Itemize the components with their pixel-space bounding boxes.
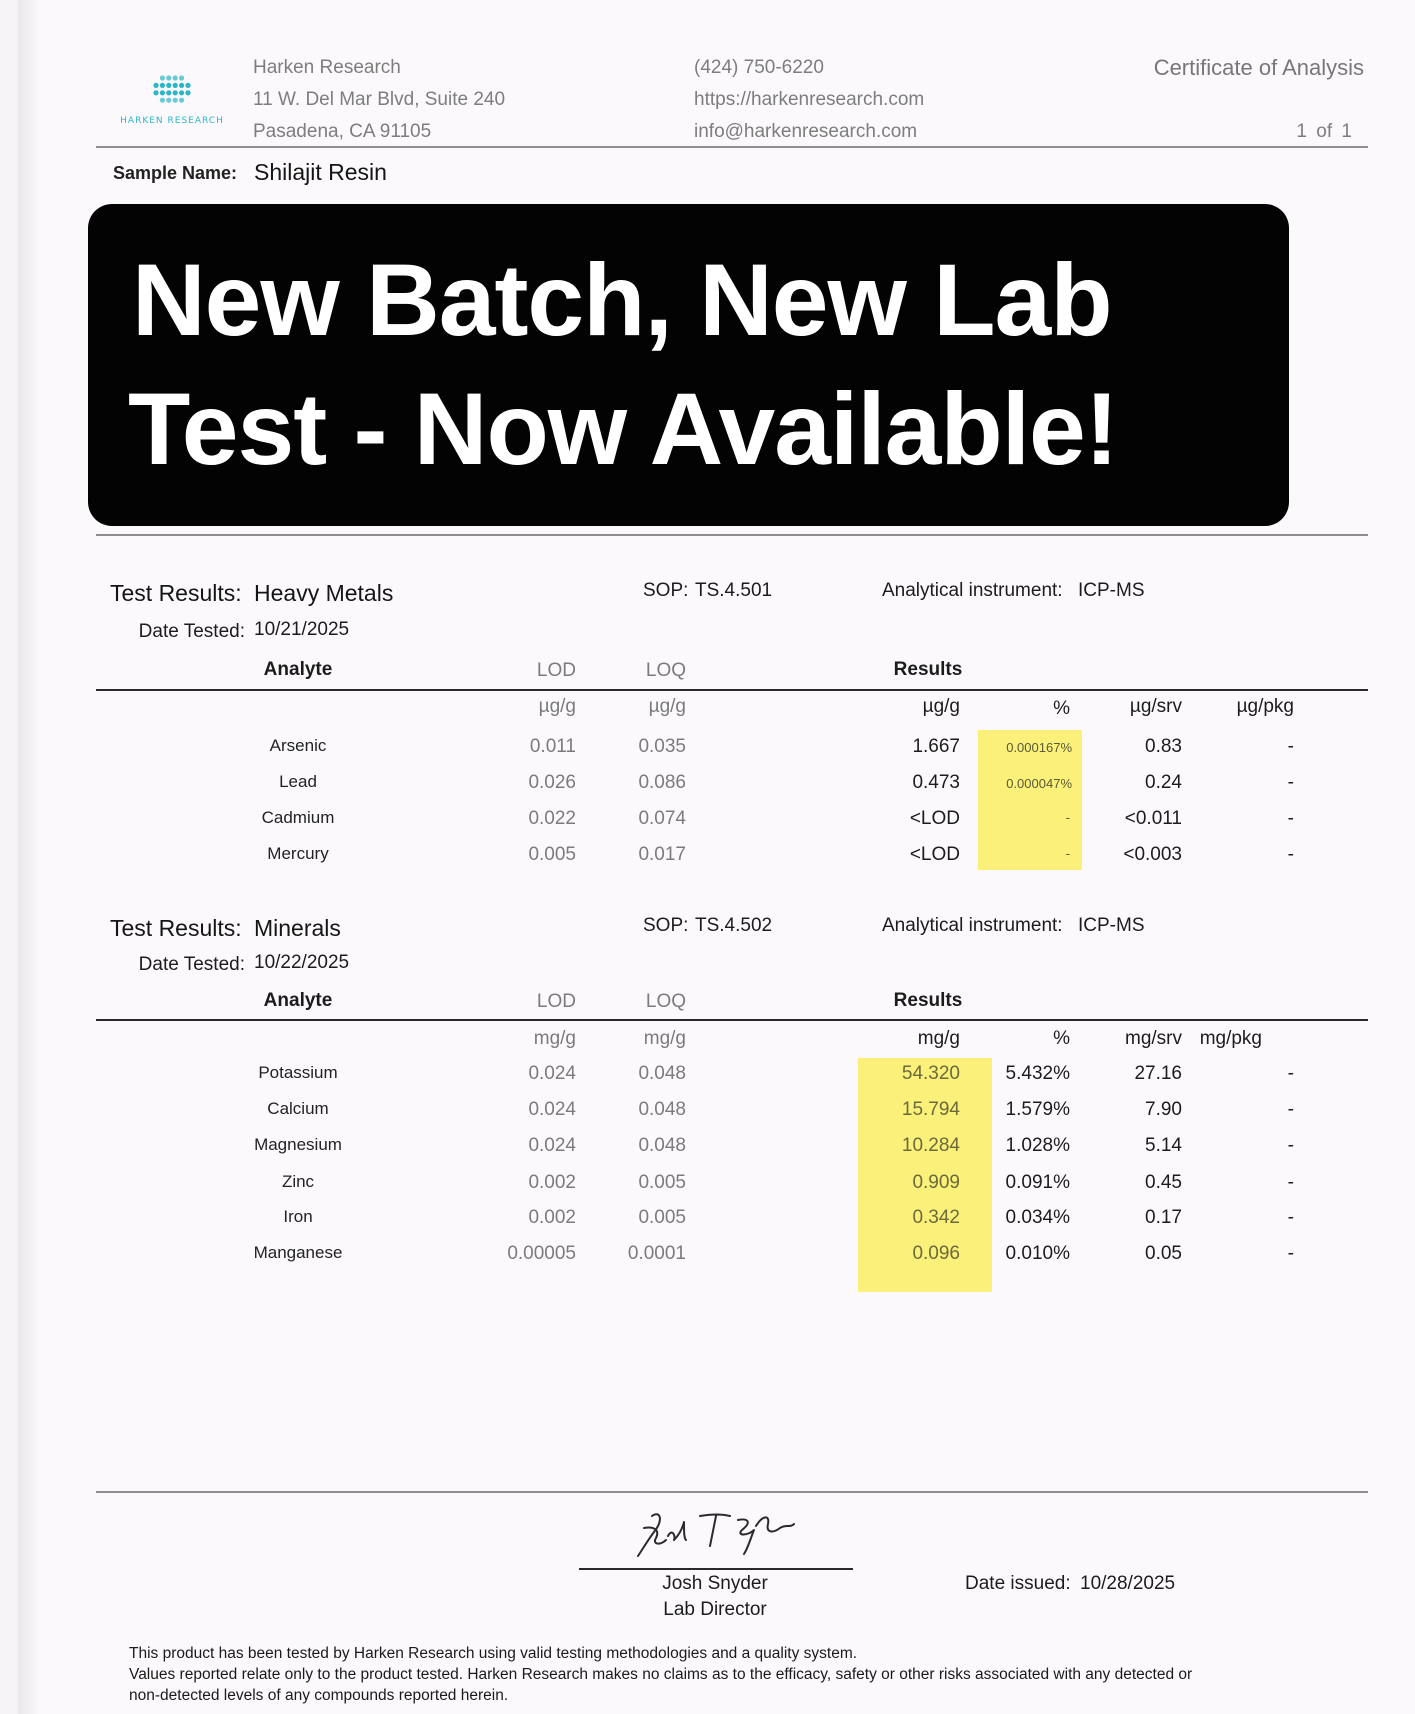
package-value: - — [1287, 1243, 1294, 1264]
sop-value: TS.4.501 — [695, 580, 773, 601]
result-value: 54.320 — [901, 1063, 960, 1084]
loq-value: 0.086 — [638, 772, 686, 793]
analyte-name: Calcium — [267, 1099, 329, 1118]
lod-value: 0.002 — [528, 1172, 576, 1193]
page-of-label: of — [1316, 121, 1333, 142]
date-issued-value: 10/28/2025 — [1080, 1573, 1176, 1594]
instrument-value: ICP-MS — [1078, 915, 1145, 936]
analyte-name: Mercury — [267, 844, 329, 863]
page-edge-shadow — [18, 0, 40, 1714]
unit-result: mg/g — [917, 1028, 960, 1049]
lab-address-line1: 11 W. Del Mar Blvd, Suite 240 — [253, 89, 506, 110]
lod-value: 0.022 — [528, 808, 576, 829]
serving-value: 0.24 — [1145, 772, 1182, 793]
analyte-name: Zinc — [281, 1172, 315, 1191]
loq-value: 0.005 — [638, 1207, 686, 1228]
result-value: 10.284 — [901, 1135, 960, 1156]
percent-value: 0.000047% — [1006, 776, 1072, 791]
serving-value: 0.05 — [1145, 1243, 1182, 1264]
announcement-banner — [88, 204, 1289, 526]
package-value: - — [1287, 1135, 1294, 1156]
unit-result: µg/g — [922, 696, 960, 717]
package-value: - — [1287, 1207, 1294, 1228]
table-rule — [96, 689, 1368, 691]
unit-package: mg/pkg — [1199, 1028, 1262, 1049]
loq-value: 0.0001 — [627, 1243, 686, 1264]
result-value: 0.473 — [912, 772, 960, 793]
instrument-label: Analytical instrument: — [882, 580, 1063, 601]
lab-website-link[interactable]: https://harkenresearch.com — [694, 89, 925, 110]
percent-value: 1.028% — [1005, 1135, 1070, 1156]
serving-value: <0.011 — [1124, 808, 1182, 829]
lod-value: 0.005 — [528, 844, 576, 865]
percent-value: 5.432% — [1005, 1063, 1070, 1084]
percent-value: 1.579% — [1005, 1099, 1070, 1120]
section-title-label: Test Results: — [110, 580, 242, 606]
lod-value: 0.024 — [528, 1099, 576, 1120]
analyte-name: Arsenic — [269, 736, 327, 755]
sample-name-value: Shilajit Resin — [254, 159, 387, 185]
analyte-name: Manganese — [253, 1243, 343, 1262]
package-value: - — [1287, 1172, 1294, 1193]
result-value: 0.909 — [912, 1172, 960, 1193]
serving-value: 27.16 — [1134, 1063, 1182, 1084]
instrument-value: ICP-MS — [1078, 580, 1145, 601]
package-value: - — [1287, 844, 1294, 865]
sample-name-label: Sample Name: — [113, 163, 238, 183]
percent-value: 0.010% — [1005, 1243, 1070, 1264]
lab-logo-text: HARKEN RESEARCH — [120, 116, 224, 126]
analyte-name: Cadmium — [261, 808, 335, 827]
serving-value: 5.14 — [1145, 1135, 1182, 1156]
date-tested-label: Date Tested: — [138, 954, 245, 975]
loq-value: 0.048 — [638, 1099, 686, 1120]
lod-value: 0.011 — [529, 736, 576, 757]
analyte-name: Potassium — [258, 1063, 338, 1082]
loq-value: 0.035 — [638, 736, 686, 757]
serving-value: <0.003 — [1123, 844, 1182, 865]
percent-value: - — [1065, 846, 1070, 861]
banner-line-1: New Batch, New Lab — [132, 243, 1112, 357]
lod-value: 0.026 — [528, 772, 576, 793]
unit-serving: µg/srv — [1129, 696, 1182, 717]
analyte-name: Magnesium — [254, 1135, 342, 1154]
loq-header: LOQ — [645, 991, 686, 1012]
result-value: 1.667 — [912, 736, 960, 757]
signature — [630, 1506, 810, 1562]
results-header: Results — [893, 659, 963, 680]
banner-bottom-rule — [96, 534, 1368, 536]
signatory-name: Josh Snyder — [662, 1573, 768, 1594]
section-title-value: Heavy Metals — [254, 580, 394, 606]
page-total: 1 — [1341, 121, 1352, 142]
lod-header: LOD — [536, 660, 576, 681]
banner-line-2: Test - Now Available! — [128, 372, 1118, 486]
package-value: - — [1287, 808, 1294, 829]
lod-value: 0.00005 — [507, 1243, 576, 1264]
unit-serving: mg/srv — [1125, 1028, 1182, 1049]
section-title-value: Minerals — [254, 915, 341, 941]
page-current: 1 — [1296, 121, 1307, 142]
loq-value: 0.048 — [638, 1063, 686, 1084]
disclaimer-line-1: This product has been tested by Harken Research using valid testing methodologies and a quality system. — [129, 1645, 858, 1662]
date-tested-value: 10/21/2025 — [254, 619, 350, 640]
section-title-label: Test Results: — [110, 915, 242, 941]
sop-value: TS.4.502 — [695, 915, 773, 936]
disclaimer-line-2: Values reported relate only to the product tested. Harken Research makes no claims as to the efficacy, safety or other risks associated with any detected or — [129, 1666, 1193, 1683]
unit-lod: µg/g — [538, 696, 576, 717]
lod-value: 0.024 — [528, 1063, 576, 1084]
lab-email-link[interactable]: info@harkenresearch.com — [694, 121, 918, 142]
unit-loq: µg/g — [648, 696, 686, 717]
package-value: - — [1287, 772, 1294, 793]
loq-value: 0.074 — [638, 808, 686, 829]
date-tested-value: 10/22/2025 — [254, 952, 350, 973]
sop-label: SOP: — [643, 580, 689, 601]
disclaimer-line-3: non-detected levels of any compounds reported herein. — [129, 1687, 509, 1704]
result-value: <LOD — [909, 808, 960, 829]
percent-value: 0.091% — [1005, 1172, 1070, 1193]
lab-address-line2: Pasadena, CA 91105 — [253, 121, 432, 142]
serving-value: 0.45 — [1145, 1172, 1182, 1193]
package-value: - — [1287, 736, 1294, 757]
percent-value: - — [1065, 810, 1070, 825]
package-value: - — [1287, 1063, 1294, 1084]
serving-value: 7.90 — [1145, 1099, 1182, 1120]
loq-value: 0.017 — [638, 844, 686, 865]
date-issued-label: Date issued: — [965, 1573, 1071, 1594]
unit-percent: % — [1053, 698, 1070, 719]
lod-header: LOD — [536, 991, 576, 1012]
unit-percent: % — [1053, 1028, 1070, 1049]
unit-loq: mg/g — [643, 1028, 686, 1049]
analyte-name: Lead — [279, 772, 317, 791]
analyte-header: Analyte — [263, 659, 333, 680]
result-value: 0.096 — [912, 1243, 960, 1264]
table-rule — [96, 1019, 1368, 1021]
loq-value: 0.048 — [638, 1135, 686, 1156]
page-indicator — [1296, 116, 1352, 148]
percent-value: 0.000167% — [1006, 740, 1072, 755]
result-value: 15.794 — [901, 1099, 960, 1120]
percent-value: 0.034% — [1005, 1207, 1070, 1228]
unit-lod: mg/g — [533, 1028, 576, 1049]
result-value: 0.342 — [912, 1207, 960, 1228]
loq-value: 0.005 — [638, 1172, 686, 1193]
lab-phone: (424) 750-6220 — [694, 57, 824, 78]
signatory-title: Lab Director — [663, 1599, 767, 1620]
document-title: Certificate of Analysis — [1153, 55, 1364, 80]
package-value: - — [1287, 1099, 1294, 1120]
instrument-label: Analytical instrument: — [882, 915, 1063, 936]
lab-name: Harken Research — [253, 57, 401, 78]
lod-value: 0.024 — [528, 1135, 576, 1156]
analyte-name: Iron — [283, 1207, 313, 1226]
loq-header: LOQ — [645, 660, 686, 681]
serving-value: 0.17 — [1145, 1207, 1182, 1228]
unit-package: µg/pkg — [1236, 696, 1294, 717]
footer-rule — [96, 1491, 1368, 1493]
header-rule — [96, 146, 1368, 148]
analyte-header: Analyte — [263, 990, 333, 1011]
lod-value: 0.002 — [528, 1207, 576, 1228]
results-header: Results — [893, 990, 963, 1011]
serving-value: 0.83 — [1145, 736, 1182, 757]
sop-label: SOP: — [643, 915, 689, 936]
result-value: <LOD — [909, 844, 960, 865]
date-tested-label: Date Tested: — [138, 621, 245, 642]
lab-logo — [94, 74, 250, 132]
